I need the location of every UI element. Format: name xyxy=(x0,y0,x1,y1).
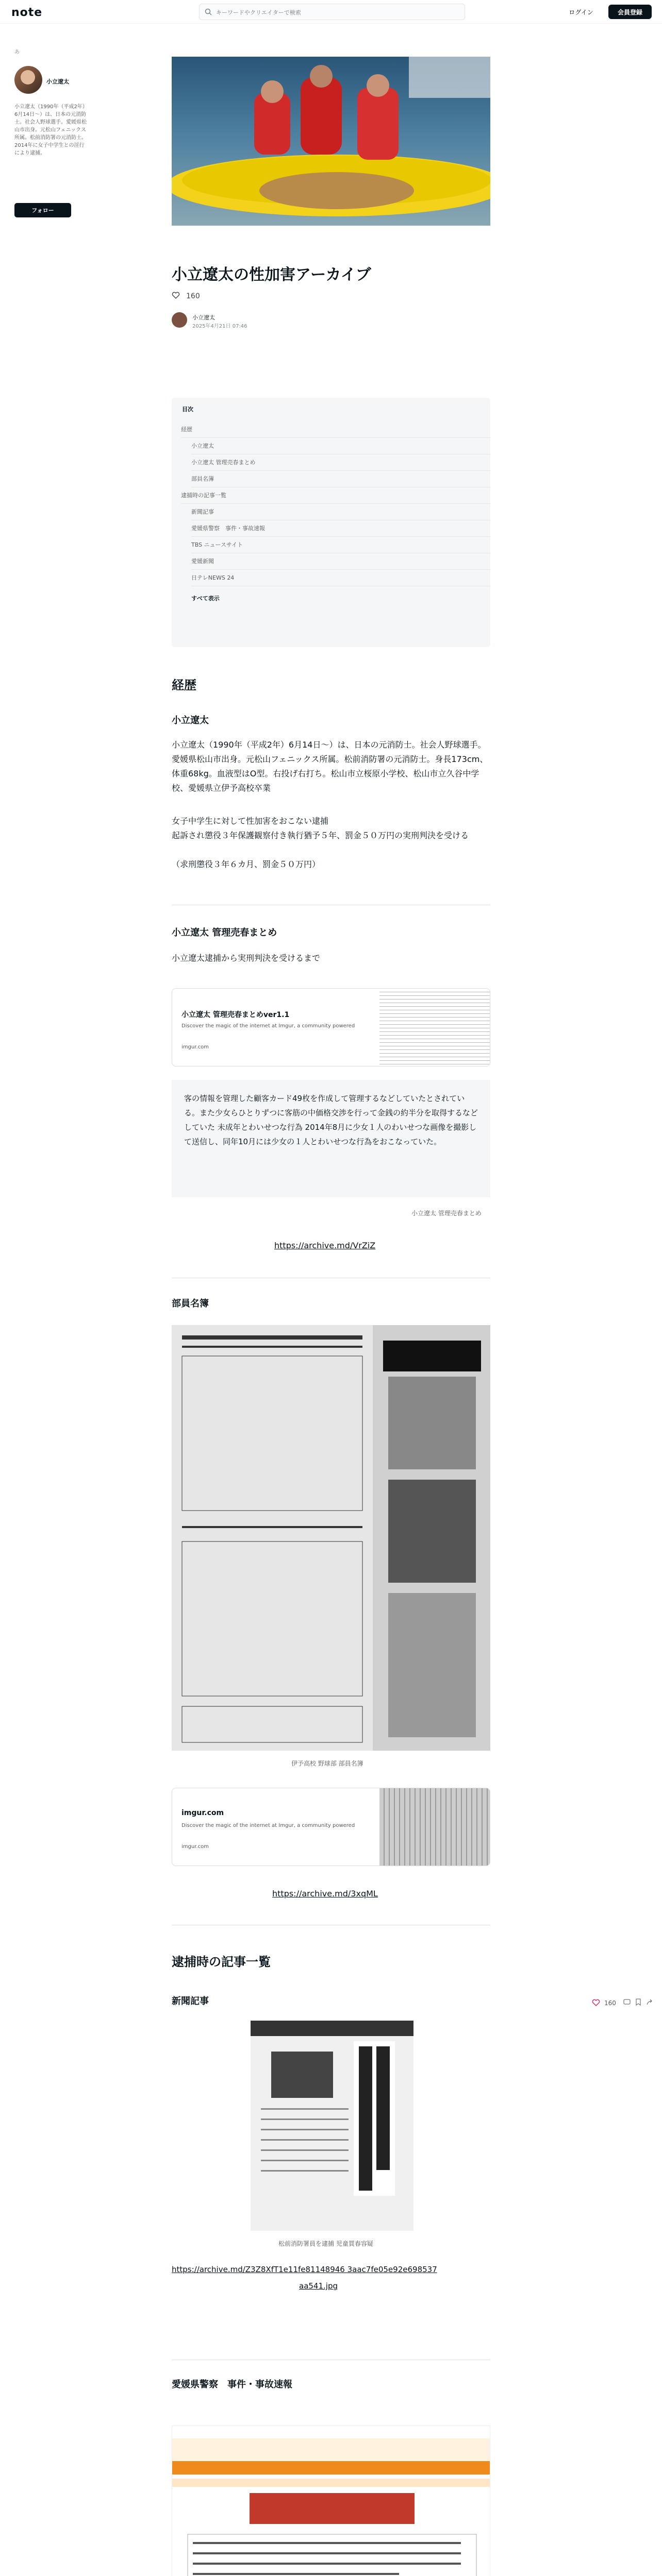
bio-text-2: 女子中学生に対して性加害をおこない逮捕 xyxy=(172,816,329,826)
comment-icon[interactable] xyxy=(623,1998,631,2006)
article-title: 小立遼太の性加害アーカイブ xyxy=(172,266,371,284)
quote-block: 客の情報を管理した顧客カード49枚を作成して管理するなどしていたとされている。また少女らひとりずつに客筋の中価格交渉を行って金銭の約半分を取得するなどしていた 未成年とわいせつな行為 2014年8月に少女１人のわいせつな画像を撮影して送信し、同年10月には少女の１人とわいせつな行為をおこなっていた。 xyxy=(172,1080,490,1197)
avatar[interactable] xyxy=(14,66,42,94)
newspaper-clipping-image xyxy=(251,2021,413,2231)
toc-item[interactable]: 愛媛新聞 xyxy=(191,553,490,570)
login-button[interactable]: ログイン xyxy=(564,5,598,19)
archive-link-1[interactable]: https://archive.md/VrZiZ xyxy=(274,1241,376,1250)
toc-item[interactable]: TBS ニュースサイト xyxy=(191,537,490,553)
toc-item[interactable]: 小立遼太 xyxy=(191,438,490,454)
archive-link-3a[interactable]: https://archive.md/Z3Z8XfT1e11fe81148946 3aac7fe05e92e698537 xyxy=(172,2265,437,2274)
toc-item[interactable]: 小立遼太 管理売春まとめ xyxy=(191,454,490,471)
toc-item[interactable]: 愛媛県警察 事件・事故速報 xyxy=(191,520,490,537)
floating-actions xyxy=(592,1998,655,2010)
hero-image xyxy=(172,57,490,226)
follow-button[interactable] xyxy=(14,203,71,217)
toc-item[interactable]: 新聞記事 xyxy=(191,504,490,520)
toc-title[interactable]: 目次 xyxy=(182,406,193,413)
archive-link-2[interactable]: https://archive.md/3xqML xyxy=(272,1889,378,1899)
heading-prostitution: 小立遼太 管理売春まとめ xyxy=(172,927,277,938)
author-avatar[interactable] xyxy=(172,312,187,328)
newspaper-roster-image xyxy=(172,1325,490,1751)
bio-text-4: （求刑懲役３年６カ月、罰金５０万円） xyxy=(172,859,321,869)
note-logo[interactable]: note xyxy=(11,6,43,19)
top-header xyxy=(0,0,662,24)
police-site-screenshot xyxy=(172,2426,490,2576)
like-count[interactable] xyxy=(172,292,200,300)
roster-caption: 伊予高校 野球部 部員名簿 xyxy=(291,1760,363,1767)
newspaper-caption: 松前消防署員を逮捕 児童買春容疑 xyxy=(278,2240,373,2247)
toc-item[interactable]: 日テレNEWS 24 xyxy=(191,570,490,586)
sidebar-bio: 小立遼太（1990年（平成2年）6月14日～）は、日本の元消防士。社会人野球選手。愛媛県松山市出身。元松山フェニックス所属。松前消防署の元消防士。2014年に女子中学生との淫行により逮捕。 xyxy=(14,104,88,156)
toc-item[interactable]: 逮捕時の記事一覧 xyxy=(181,487,490,504)
post-date: 2025年4月21日 07:46 xyxy=(192,324,247,329)
bookmark-icon[interactable] xyxy=(634,1998,642,2006)
share-icon[interactable] xyxy=(646,1998,654,2006)
search-input[interactable] xyxy=(216,7,458,18)
embed-card-imgur[interactable] xyxy=(172,988,490,1066)
float-like-count: 160 xyxy=(604,1999,616,2007)
heading-newspaper: 新聞記事 xyxy=(172,1996,209,2007)
roster-scan xyxy=(172,1325,490,1751)
section-arrest: 逮捕時の記事一覧 xyxy=(172,1955,271,1969)
newspaper-clip xyxy=(251,2021,413,2231)
card-url: imgur.com xyxy=(181,1844,209,1850)
toc-item[interactable]: 部員名簿 xyxy=(191,471,490,487)
section-career: 経歴 xyxy=(172,678,196,692)
card-thumbnail xyxy=(379,1788,490,1866)
card-url: imgur.com xyxy=(181,1044,209,1050)
quote-source: 小立遼太 管理売春まとめ xyxy=(411,1210,482,1217)
heading-police: 愛媛県警察 事件・事故速報 xyxy=(172,2379,292,2390)
table-of-contents xyxy=(172,398,490,647)
card-title: 小立遼太 管理売春まとめver1.1 xyxy=(181,1011,290,1019)
follow-label: フォロー xyxy=(31,208,54,214)
bio-text: 小立遼太（1990年（平成2年）6月14日～）は、日本の元消防士。社会人野球選手。愛媛県松山市出身。元松山フェニックス所属。松前消防署の元消防士。身長173cm、体重68kg。血液型はO型。右投げ右打ち。松山市立桜原小学校、松山市立久谷中学校、愛媛県立伊予高校卒業 xyxy=(172,740,488,793)
like-number: 160 xyxy=(186,292,200,300)
card-title: imgur.com xyxy=(181,1809,224,1817)
police-website-image xyxy=(172,2426,490,2576)
embed-card-imgur-2[interactable] xyxy=(172,1788,490,1866)
heart-icon[interactable] xyxy=(172,292,180,299)
heading-roster: 部員名簿 xyxy=(172,1298,209,1309)
author-name[interactable]: 小立遼太 xyxy=(192,314,215,321)
heart-icon[interactable] xyxy=(592,1999,600,2006)
toc-show-all[interactable]: すべて表示 xyxy=(191,595,220,602)
bio-text-3: 起訴され懲役３年保護観察付き執行猶予５年、罰金５０万円の実刑判決を受ける xyxy=(172,831,469,840)
signup-button[interactable]: 会員登録 xyxy=(608,5,652,19)
sidebar xyxy=(14,47,88,214)
archive-link-3b[interactable]: aa541.jpg xyxy=(299,2281,338,2291)
sidebar-name[interactable]: 小立遼太 xyxy=(46,78,69,85)
search-icon xyxy=(205,8,212,15)
prostitution-intro: 小立遼太逮捕から実刑判決を受けるまで xyxy=(172,953,321,963)
heading-name: 小立遼太 xyxy=(172,715,209,726)
boat-race-photo xyxy=(172,57,490,226)
card-desc: Discover the magic of the internet at Imgur, a community powered xyxy=(181,1023,355,1029)
search-box[interactable] xyxy=(199,4,465,20)
card-thumbnail xyxy=(379,989,490,1066)
sidebar-mini: あ xyxy=(14,49,20,55)
toc-item[interactable]: 経歴 xyxy=(181,421,490,438)
card-desc: Discover the magic of the internet at Imgur, a community powered xyxy=(181,1823,355,1828)
